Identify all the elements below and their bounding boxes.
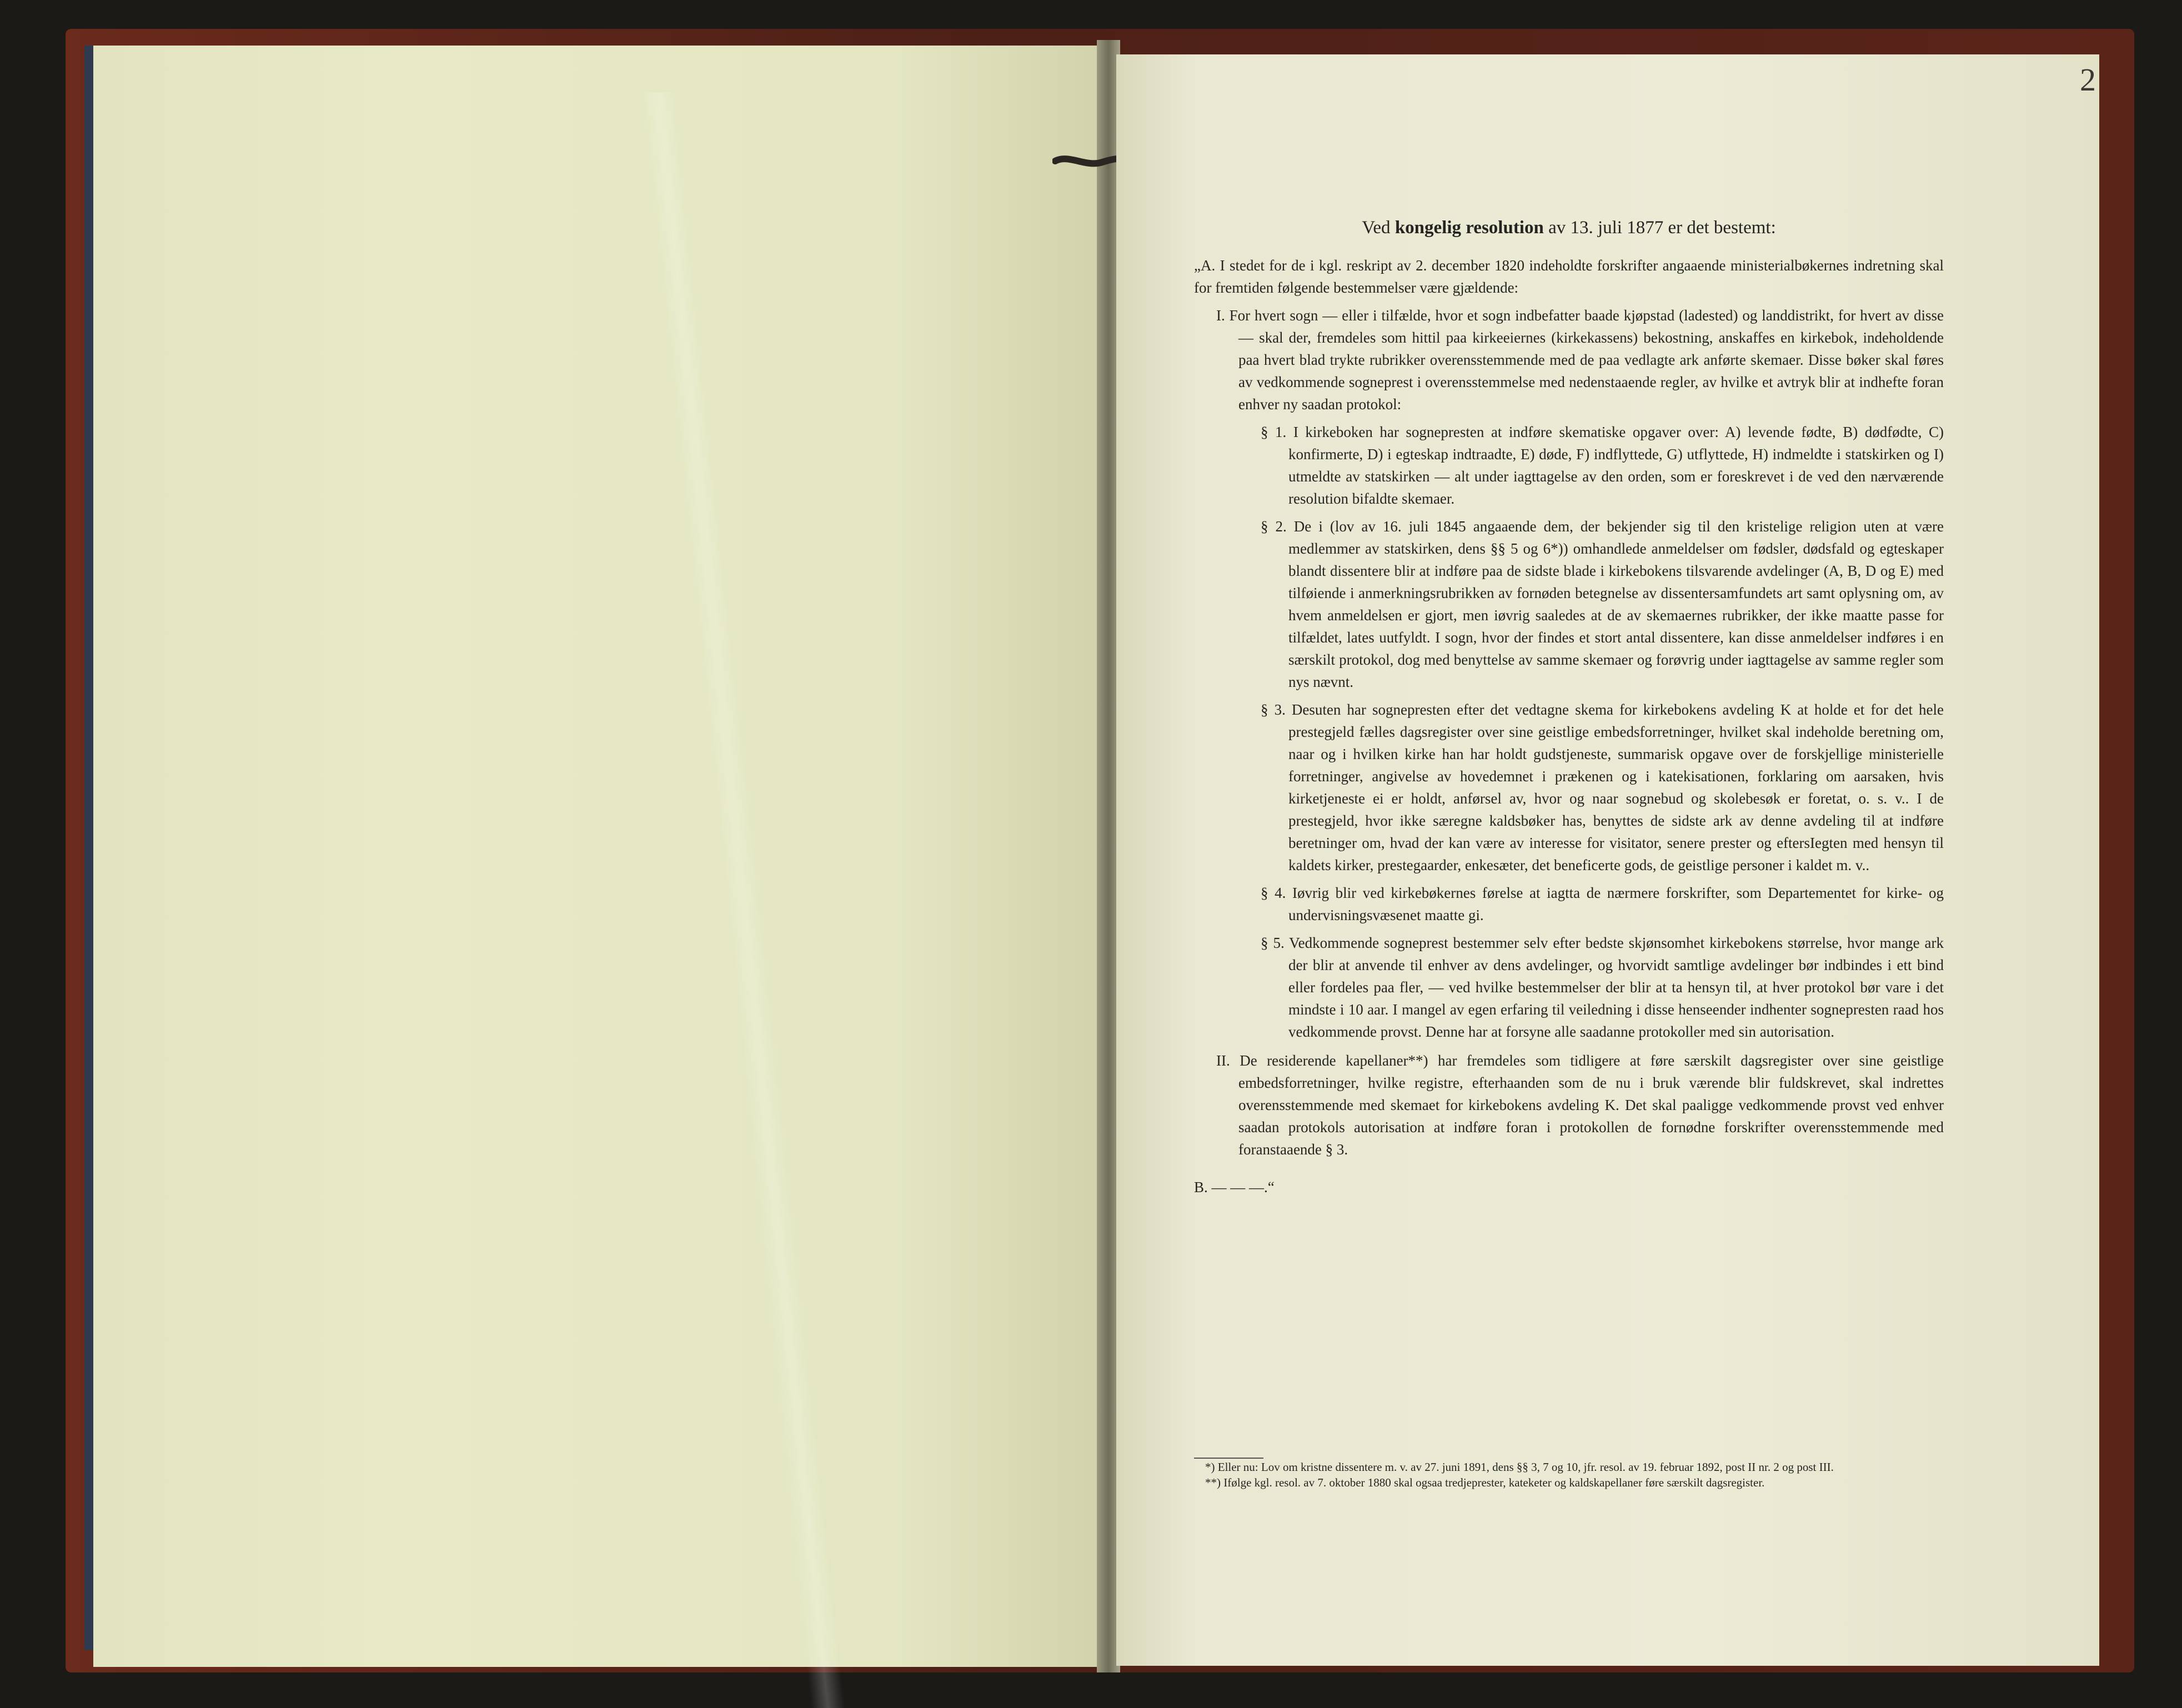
item-1: I. For hvert sogn — eller i tilfælde, hvor et sogn indbefatter baade kjøpstad (ladested) og landdistrikt, for hvert av disse — skal der, fremdeles som hittil paa kirkeeiernes (kirkekassens) bekostning, anskaffes en kirkebok, indeholdende paa hvert blad trykte rubrikker overensstemmende med de paa vedlagte ark anførte skemaer. Disse bøker skal føres av vedkommende sogneprest i overensstemmelse med nedenstaaende regler, av hvilke et avtryk blir at indhefte foran enhver ny saadan protokol:	[1216, 307, 1944, 413]
footnote-1: *) Eller nu: Lov om kristne dissentere m. v. av 27. juni 1891, dens §§ 3, 7 og 10, jfr. resol. av 19. februar 1892, post II nr. 2 og post III.	[1205, 1460, 1834, 1474]
item-2: II. De residerende kapellaner**) har fremdeles som tidligere at føre særskilt dagsregister over sine geistlige embedsforretninger, hvilke registre, efterhaanden som de nu i bruk værende blir fuldskrevet, skal indrettes overensstemmende med skemaet for kirkebokens avdeling K. Det skal paaligge vedkommende provst ved enhver saadan protokols autorisation at indføre foran i protokollen de fornødne forskrifter overensstemmende med foranstaaende § 3.	[1216, 1052, 1944, 1158]
section-3: § 3. Desuten har sognepresten efter det vedtagne skema for kirkebokens avdeling K at holde et for det hele prestegjeld fælles dagsregister over sine geistlige embedsforretninger, hvilket skal indeholde beretning om, naar og i hvilken kirke han har holdt gudstjeneste, summarisk opgave over de forskjellige ministerielle forretninger, angivelse av hovedemnet i prækenen og i katekisationen, forklaring om aarsaken, hvis kirketjeneste ei er holdt, anførsel av, hvor og naar sognebud og skolebesøk er foretat, o. s. v.. I de prestegjeld, hvor ikke særegne kaldsbøker has, benyttes de sidste ark av denne avdeling til at indføre beretninger om, hvad der kan være av interesse for visitator, senere prester og eftersIegten med hensyn til kaldets kirker, prestegaarder, enkesæter, det beneficerte gods, de geistlige personer i kaldet m. v..	[1261, 701, 1944, 873]
paper-crease	[641, 92, 845, 1708]
section-4: § 4. Iøvrig blir ved kirkebøkernes førelse at iagtta de nærmere forskrifter, som Departementet for kirke- og undervisningsvæsenet maatte gi.	[1261, 885, 1944, 923]
footnote-rule	[1194, 1458, 1263, 1459]
section-1: § 1. I kirkeboken har sognepresten at indføre skematiske opgaver over: A) levende fødte, B) dødfødte, C) konfirmerte, D) i egteskap indtraadte, E) døde, F) indflyttede, G) utflyttede, H) indmeldte i statskirken og I) utmeldte av statskirken — alt under iagttagelse av den orden, som er foreskrevet i de ved den nærværende resolution bifaldte skemaer.	[1261, 424, 1944, 507]
footnotes	[1205, 1459, 1949, 1490]
section-5: § 5. Vedkommende sogneprest bestemmer selv efter bedste skjønsomhet kirkebokens størrelse, hvor mange ark der blir at anvende til enhver av dens avdelinger, og hvorvidt samtlige avdelinger bør indbindes i ett bind eller fordeles paa fler, — ved hvilke bestemmelser der blir at ta hensyn til, at hver protokol bør vare i det mindste i 10 aar. I mangel av egen erfaring til veiledning i disse henseender indhenter sognepresten raad hos vedkommende provst. Denne har at forsyne alle saadanne protokoller med sin autorisation.	[1261, 935, 1944, 1040]
footnote-2: **) Ifølge kgl. resol. av 7. oktober 1880 skal ogsaa tredjeprester, kateketer og kaldskapellaner føre særskilt dagsregister.	[1205, 1476, 1765, 1489]
resolution-text	[1194, 217, 1944, 1198]
document-title: Ved kongelig resolution av 13. juli 1877 er det bestemt:	[1362, 218, 1776, 238]
section-2: § 2. De i (lov av 16. juli 1845 angaaende dem, der bekjender sig til den kristelige religion uten at være medlemmer av statskirken, dens §§ 5 og 6*)) omhandlede anmeldelser om fødsler, dødsfald og egteskaper blandt dissentere blir at indføre paa de sidste blade i kirkebokens tilsvarende avdelinger (A, B, D og E) med tilføiende i anmerkningsrubrikken av fornøden betegnelse av dissentersamfundets art samt oplysning om, av hvem anmeldelsen er gjort, men iøvrig saaledes at de av skemaernes rubrikker, der ikke maatte passe for tilfældet, lates uutfyldt. I sogn, hvor der findes et stort antal dissentere, kan disse anmeldelser indføres i en særskilt protokol, dog med benyttelse av samme skemaer og forøvrig under iagttagelse av samme regler som nys nævnt.	[1261, 518, 1944, 690]
page-number: 2	[2080, 62, 2096, 98]
left-page-blank	[93, 46, 1098, 1667]
paragraph-b: B. — — —.“	[1194, 1179, 1275, 1195]
paragraph-a: „A. I stedet for de i kgl. reskript av 2. december 1820 indeholdte forskrifter angaaende ministerialbøkernes indretning skal for fremtiden følgende bestemmelser være gjældende:	[1194, 257, 1944, 296]
